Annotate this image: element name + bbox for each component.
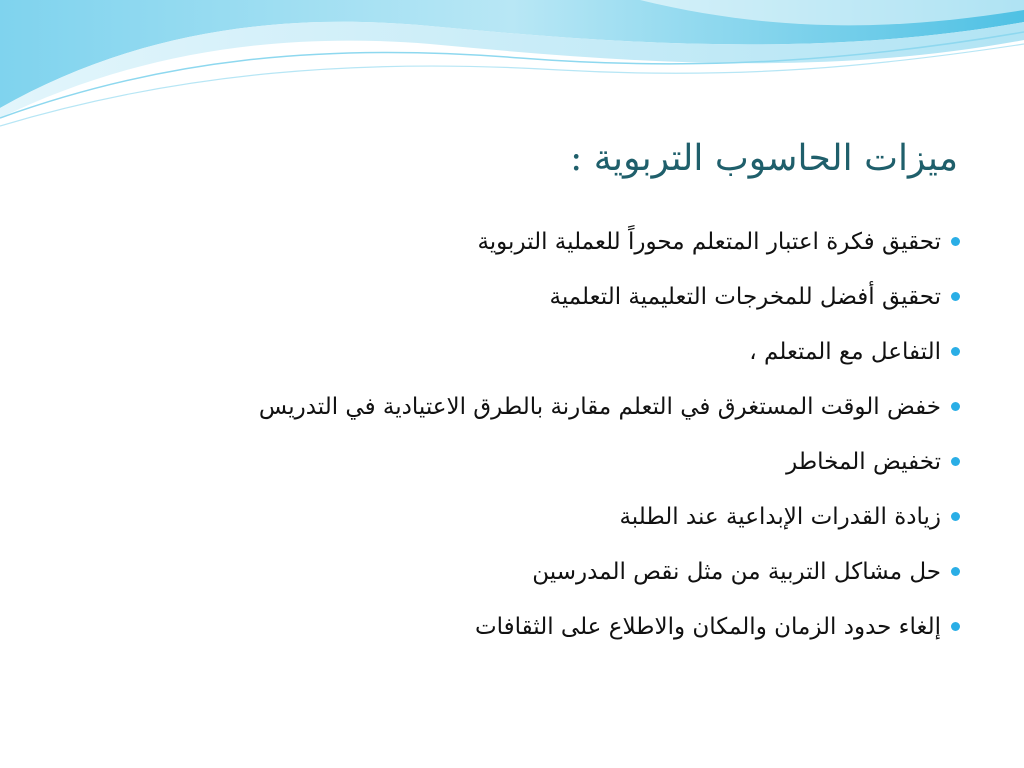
bullet-text: إلغاء حدود الزمان والمكان والاطلاع على الثقافات <box>474 613 941 640</box>
bullet-text: تحقيق أفضل للمخرجات التعليمية التعلمية <box>549 283 941 310</box>
bullet-dot-icon <box>951 567 960 576</box>
header-wave-decoration <box>0 0 1024 140</box>
list-item <box>259 269 960 324</box>
list-item <box>259 434 960 489</box>
bullet-text: زيادة القدرات الإبداعية عند الطلبة <box>619 503 941 530</box>
list-item <box>259 379 960 434</box>
bullet-dot-icon <box>951 512 960 521</box>
bullet-list <box>259 214 960 654</box>
bullet-text: التفاعل مع المتعلم ، <box>749 338 941 365</box>
bullet-dot-icon <box>951 402 960 411</box>
bullet-text: تحقيق فكرة اعتبار المتعلم محوراً للعملية التربوية <box>477 228 941 255</box>
list-item <box>259 324 960 379</box>
bullet-text: خفض الوقت المستغرق في التعلم مقارنة بالطرق الاعتيادية في التدريس <box>258 393 941 420</box>
bullet-dot-icon <box>951 292 960 301</box>
list-item <box>259 544 960 599</box>
slide-title: ميزات الحاسوب التربوية : <box>570 138 958 179</box>
bullet-dot-icon <box>951 457 960 466</box>
list-item <box>259 214 960 269</box>
bullet-dot-icon <box>951 347 960 356</box>
list-item <box>259 599 960 654</box>
bullet-text: حل مشاكل التربية من مثل نقص المدرسين <box>532 558 941 585</box>
list-item <box>259 489 960 544</box>
bullet-dot-icon <box>951 622 960 631</box>
bullet-dot-icon <box>951 237 960 246</box>
bullet-text: تخفيض المخاطر <box>786 448 941 475</box>
